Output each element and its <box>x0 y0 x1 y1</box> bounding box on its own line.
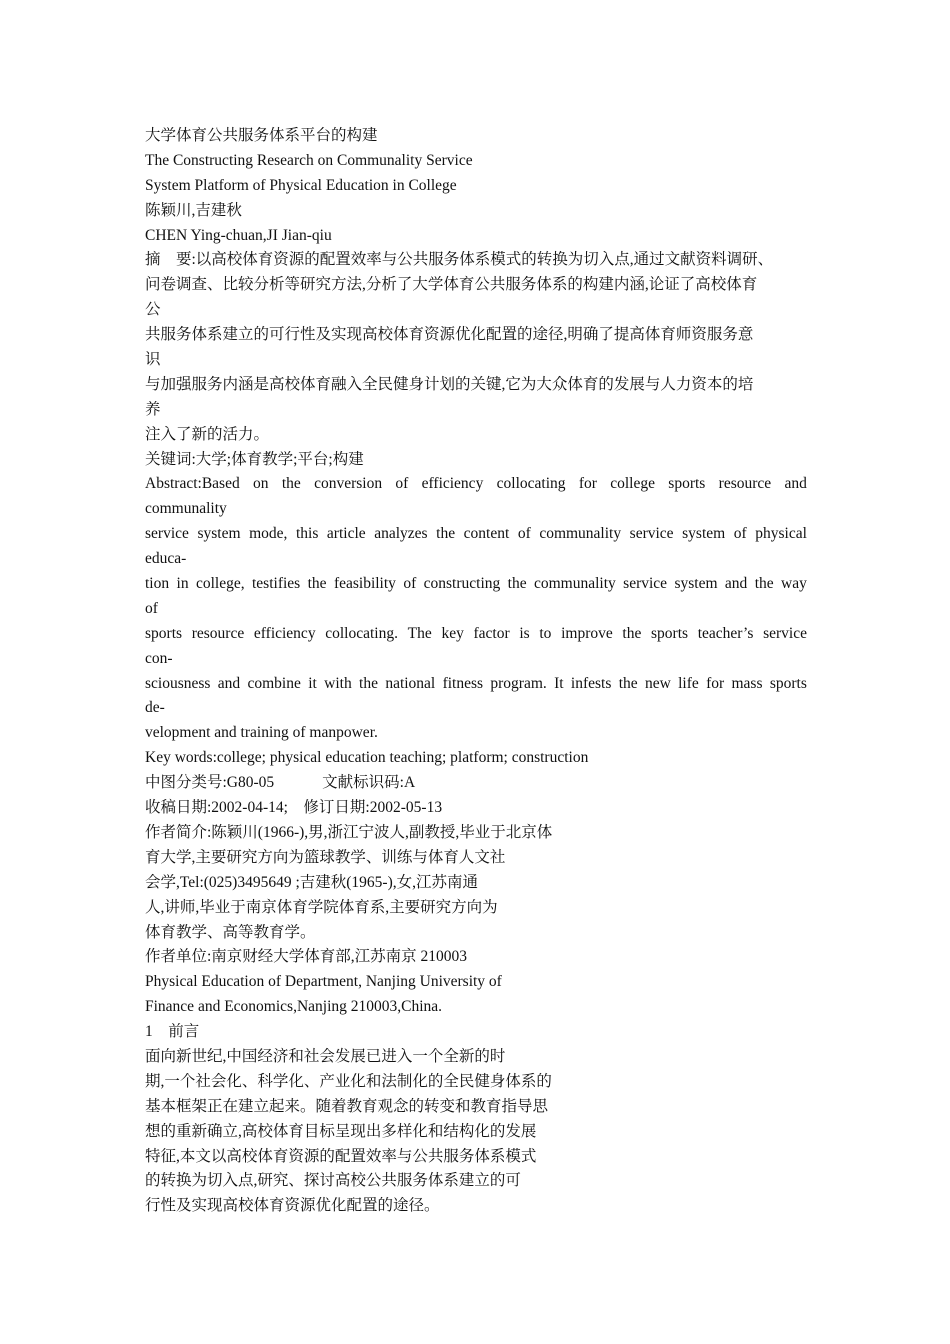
word: the <box>281 475 301 493</box>
word: combine <box>247 674 301 692</box>
word: the <box>622 624 642 642</box>
word: and <box>784 475 807 493</box>
title-chinese: 大学体育公共服务体系平台的构建 <box>145 127 378 144</box>
body-paragraph-line: 的转换为切入点,研究、探讨高校公共服务体系建立的可 <box>145 1172 521 1190</box>
word: sports <box>769 674 807 692</box>
abstract-english-line <box>145 572 807 597</box>
affiliation-english: Physical Education of Department, Nanjing University of <box>145 973 502 991</box>
abstract-english-line: educa- <box>145 550 187 568</box>
word: of <box>733 525 747 543</box>
word: the <box>618 674 638 692</box>
abstract-english-line: communality <box>145 500 227 518</box>
word: improve <box>561 624 613 642</box>
justified-line <box>145 622 807 647</box>
authors-english: CHEN Ying-chuan,JI Jian-qiu <box>145 226 332 244</box>
word: tion <box>145 575 170 593</box>
word: key <box>441 624 464 642</box>
word: sports <box>145 624 183 642</box>
word: system <box>197 525 241 543</box>
author-bio-line: 会学,Tel:(025)3495649 ;吉建秋(1965-),女,江苏南通 <box>145 873 478 891</box>
abstract-chinese-line: 注入了新的活力。 <box>145 425 270 443</box>
author-bio-line: 作者简介:陈颖川(1966-),男,浙江宁波人,副教授,毕业于北京体 <box>145 823 553 841</box>
abstract-english-line <box>145 672 807 697</box>
classification-line <box>145 771 807 796</box>
word: collocating <box>496 475 566 493</box>
section-heading-introduction: 1 前言 <box>145 1023 200 1041</box>
word: communality <box>533 575 616 593</box>
word: it <box>308 674 317 692</box>
word: communality <box>539 525 622 543</box>
word: feasibility <box>333 575 396 593</box>
abstract-english-line: con- <box>145 649 173 667</box>
word: efficiency <box>421 475 484 493</box>
abstract-chinese-line: 问卷调查、比较分析等研究方法,分析了大学体育公共服务体系的构建内涵,论证了高校体育 <box>145 276 758 294</box>
word: new <box>644 674 671 692</box>
authors-chinese: 陈颖川,吉建秋 <box>145 201 242 219</box>
abstract-english-line <box>145 622 807 647</box>
word: factor <box>473 624 510 642</box>
word: sciousness <box>145 674 211 692</box>
word: and <box>217 674 241 692</box>
word: infests <box>570 674 612 692</box>
word: program. <box>490 674 547 692</box>
word: content <box>463 525 510 543</box>
justified-line <box>145 672 807 697</box>
word: resource <box>718 475 772 493</box>
word: resource <box>191 624 245 642</box>
document-code: 文献标识码:A <box>322 774 416 792</box>
word: system <box>674 575 718 593</box>
word: article <box>326 525 366 543</box>
author-bio-line: 人,讲师,毕业于南京体育学院体育系,主要研究方向为 <box>145 898 498 916</box>
word: service <box>629 525 674 543</box>
word: life <box>678 674 699 692</box>
abstract-chinese-line: 与加强服务内涵是高校体育融入全民健身计划的关键,它为大众体育的发展与人力资本的培 <box>145 375 754 393</box>
abstract-chinese-line: 摘 要:以高校体育资源的配置效率与公共服务体系模式的转换为切入点,通过文献资料调研、 <box>145 251 774 269</box>
word: testifies <box>252 575 301 593</box>
word: and <box>724 575 748 593</box>
word: Abstract:Based <box>145 475 240 493</box>
body-paragraph-line: 特征,本文以高校体育资源的配置效率与公共服务体系模式 <box>145 1147 537 1165</box>
word: the <box>507 575 527 593</box>
document-body <box>145 124 807 1219</box>
word: is <box>519 624 530 642</box>
word: the <box>754 575 774 593</box>
abstract-chinese-line: 公 <box>145 301 161 319</box>
justified-line <box>145 522 807 547</box>
word: fitness <box>442 674 484 692</box>
body-paragraph-line: 期,一个社会化、科学化、产业化和法制化的全民健身体系的 <box>145 1072 552 1090</box>
abstract-chinese-line: 识 <box>145 351 161 369</box>
word: of <box>517 525 531 543</box>
keywords-chinese: 关键词:大学;体育教学;平台;构建 <box>145 450 364 468</box>
title-english-line-2: System Platform of Physical Education in College <box>145 176 457 194</box>
word: this <box>295 525 319 543</box>
word: The <box>407 624 432 642</box>
word: the <box>359 674 378 692</box>
word: service <box>763 624 807 642</box>
word: for <box>706 674 725 692</box>
word: mass <box>731 674 763 692</box>
abstract-english-line: of <box>145 599 158 617</box>
author-bio-line: 育大学,主要研究方向为篮球教学、训练与体育人文社 <box>145 848 506 866</box>
abstract-english-line <box>145 472 807 497</box>
word: in <box>176 575 189 593</box>
keywords-english: Key words:college; physical education teaching; platform; construction <box>145 749 589 767</box>
word: national <box>385 674 436 692</box>
word: to <box>539 624 552 642</box>
word: college <box>610 475 655 493</box>
title-english-line-1: The Constructing Research on Communality Service <box>145 151 473 169</box>
word: on <box>253 475 269 493</box>
justified-line <box>145 472 807 497</box>
abstract-english-line <box>145 522 807 547</box>
word: physical <box>755 525 807 543</box>
abstract-chinese-line: 共服务体系建立的可行性及实现高校体育资源优化配置的途径,明确了提高体育师资服务意 <box>145 326 754 344</box>
word: conversion <box>314 475 383 493</box>
word: way <box>781 575 807 593</box>
word: analyzes <box>374 525 428 543</box>
abstract-chinese-line: 养 <box>145 400 161 418</box>
abstract-english-line: velopment and training of manpower. <box>145 724 378 742</box>
word: with <box>324 674 352 692</box>
word: service <box>145 525 189 543</box>
justified-line <box>145 572 807 597</box>
word: college, <box>195 575 245 593</box>
abstract-english-line: de- <box>145 699 165 717</box>
affiliation-chinese: 作者单位:南京财经大学体育部,江苏南京 210003 <box>145 948 468 966</box>
word: the <box>436 525 456 543</box>
word: of <box>395 475 409 493</box>
received-revised-dates: 收稿日期:2002-04-14; 修订日期:2002-05-13 <box>145 799 443 817</box>
body-paragraph-line: 行性及实现高校体育资源优化配置的途径。 <box>145 1197 440 1215</box>
word: teacher’s <box>697 624 754 642</box>
word: the <box>307 575 327 593</box>
word: mode, <box>249 525 288 543</box>
affiliation-english: Finance and Economics,Nanjing 210003,China. <box>145 998 443 1016</box>
body-paragraph-line: 面向新世纪,中国经济和社会发展已进入一个全新的时 <box>145 1047 506 1065</box>
word: for <box>578 475 597 493</box>
word: system <box>682 525 726 543</box>
word: efficiency <box>253 624 316 642</box>
word: service <box>623 575 668 593</box>
word: sports <box>651 624 689 642</box>
clc-number: 中图分类号:G80-05 <box>145 774 275 792</box>
word: It <box>554 674 564 692</box>
word: of <box>403 575 417 593</box>
word: constructing <box>423 575 501 593</box>
author-bio-line: 体育教学、高等教育学。 <box>145 923 316 941</box>
word: sports <box>668 475 706 493</box>
word: collocating. <box>325 624 398 642</box>
body-paragraph-line: 想的重新确立,高校体育目标呈现出多样化和结构化的发展 <box>145 1122 537 1140</box>
body-paragraph-line: 基本框架正在建立起来。随着教育观念的转变和教育指导思 <box>145 1097 549 1115</box>
